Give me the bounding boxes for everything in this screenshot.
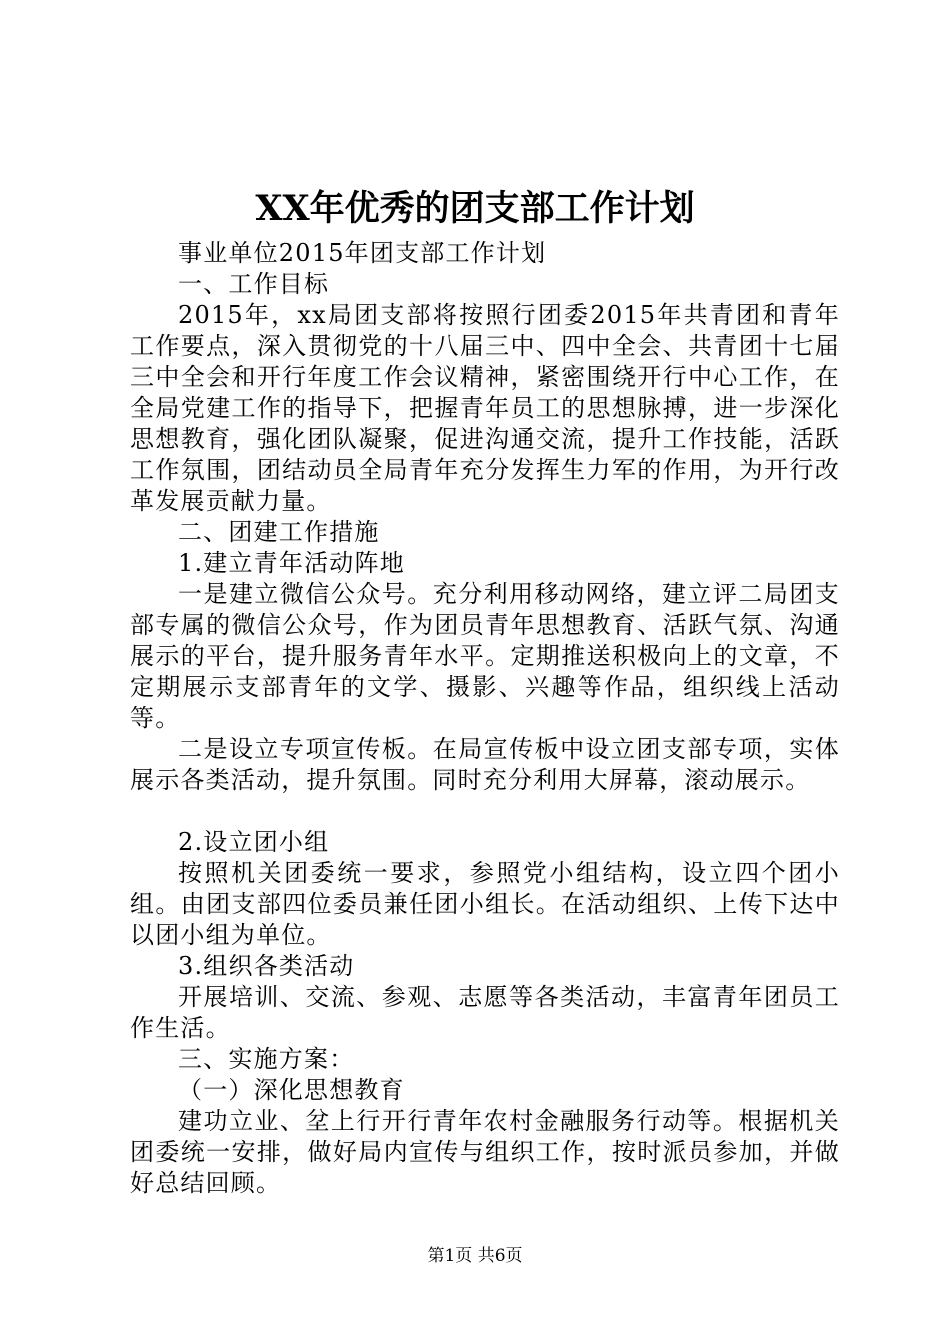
subheading-activities: 3.组织各类活动 xyxy=(178,952,355,980)
paragraph-goals: 2015年，xx局团支部将按照行团委2015年共青团和青年工作要点，深入贯彻党的十八届三中、四中全会、共青团十七届三中全会和开行年度工作会议精神，紧密围绕开行中心工作，在全局党建工作的指导下，把握青年员工的思想脉搏，进一步深化思想教育，强化团队凝聚，促进沟通交流，提升工作技能，活跃工作氛围，团结动员全局青年充分发挥生力军的作用，为开行改革发展贡献力量。 xyxy=(130,301,840,515)
paragraph-subtitle: 事业单位2015年团支部工作计划 xyxy=(178,239,547,267)
subheading-education: （一）深化思想教育 xyxy=(178,1076,405,1104)
blank-line xyxy=(130,796,840,827)
paragraph-wechat: 一是建立微信公众号。充分利用移动网络，建立评二局团支部专属的微信公众号，作为团员青年思想教育、活跃气氛、沟通展示的平台，提升服务青年水平。定期推送积极向上的文章，不定期展示支部青年的文学、摄影、兴趣等作品，组织线上活动等。 xyxy=(130,580,840,732)
page-number-footer: 第1页 共6页 xyxy=(427,1246,523,1266)
paragraph-activities: 开展培训、交流、参观、志愿等各类活动，丰富青年团员工作生活。 xyxy=(130,983,840,1042)
heading-measures: 二、团建工作措施 xyxy=(178,518,380,546)
document-title: XX年优秀的团支部工作计划 xyxy=(255,188,695,229)
heading-plan: 三、实施方案： xyxy=(178,1045,355,1073)
heading-work-goals: 一、工作目标 xyxy=(178,270,330,298)
subheading-activity-base: 1.建立青年活动阵地 xyxy=(178,549,405,577)
document-body xyxy=(130,238,840,1199)
paragraph-education: 建功立业、坌上行开行青年农村金融服务行动等。根据机关团委统一安排，做好局内宣传与组织工作，按时派员参加，并做好总结回顾。 xyxy=(130,1107,840,1197)
paragraph-groups: 按照机关团委统一要求，参照党小组结构，设立四个团小组。由团支部四位委员兼任团小组长。在活动组织、上传下达中以团小组为单位。 xyxy=(130,859,840,949)
paragraph-board: 二是设立专项宣传板。在局宣传板中设立团支部专项，实体展示各类活动，提升氛围。同时充分利用大屏幕，滚动展示。 xyxy=(130,735,840,794)
subheading-groups: 2.设立团小组 xyxy=(178,828,330,856)
